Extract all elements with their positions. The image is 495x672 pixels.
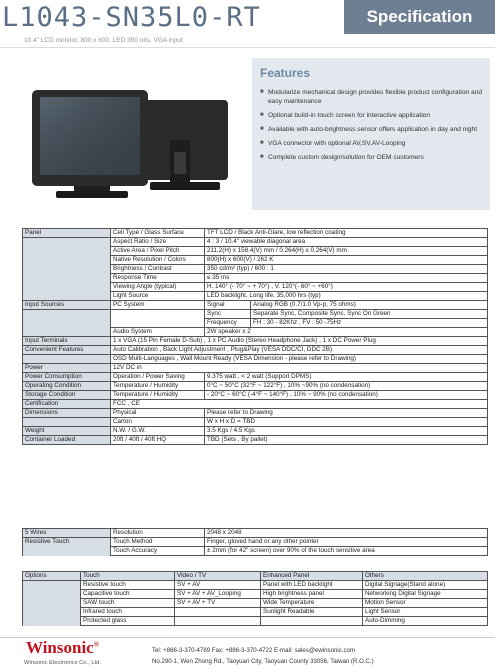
table-row: Light Source LED backlight, Long life, 35,000 hrs (typ) <box>23 292 488 301</box>
table-row: Convenient Features Auto Calibration , Back Light Adjustment , Plug&Play (VESA DDC/CI, DDC 2B) <box>23 346 488 355</box>
feature-item: ■ Optional build-in touch screen for interactive application <box>260 112 431 119</box>
model-title: L1043-SN35L0-RT <box>2 2 261 33</box>
table-row: Power 12V DC in <box>23 364 488 373</box>
table-row: Panel Cell Type / Glass Surface TFT LCD / Black Anti-Glare, low reflection coating <box>23 229 488 238</box>
table-row: Aspect Ratio / Size 4 : 3 / 10.4" viewable diagonal area <box>23 238 488 247</box>
table-row: Brightness / Contrast 350 cd/m² (typ) / 600 : 1 <box>23 265 488 274</box>
contact-line-phone: Tel: +886-3-370-4789 Fax: +886-3-370-4722 E-mail: sales@ewinsonic.com <box>152 647 355 654</box>
table-row: Resistive touch SV + AV Panel with LED backlight Digital Signage(Stand alone) <box>23 581 488 590</box>
table-row: Operating Condition Temperature / Humidity 0°C ~ 50°C (32°F ~ 122°F) , 10% ~90% (no condensation) <box>23 382 488 391</box>
table-row: Input Terminals 1 x VGA (15 Pin Female D-Sub) , 1 x PC Audio (Stereo Headphone Jack) , 1 x DC Power Plug <box>23 337 488 346</box>
bullet-icon: ■ <box>260 112 264 118</box>
table-row: SAW touch SV + AV + TV Wide Temperature Motion Sensor <box>23 599 488 608</box>
options-table <box>22 571 488 626</box>
bullet-icon: ■ <box>260 89 264 95</box>
contact-info <box>152 645 374 667</box>
spec-label: Specification <box>366 7 473 26</box>
table-row: Resistive Touch Touch Method Finger, gloved hand or any other pointer <box>23 538 488 547</box>
table-row: 5 Wires Resolution 2048 x 2048 <box>23 529 488 538</box>
bullet-icon: ■ <box>260 140 264 146</box>
feature-item: ■ Complete custom design/solution for OEM customers <box>260 154 424 161</box>
feature-item: ■ Modularize mechanical design provides flexible product configuration and easy maintenance <box>260 89 483 105</box>
table-row: Frequency FH : 30 - 82Khz , FV : 50 -75Hz <box>23 319 488 328</box>
table-row: Audio System 2W speaker x 2 <box>23 328 488 337</box>
subtitle: 10.4" LCD monitor, 800 x 600, LED 350 nits, VGA input <box>24 37 183 44</box>
monitor-image <box>22 70 244 210</box>
feature-item: ■ Available with auto-brightness sensor offers application in day and night <box>260 126 478 133</box>
table-row: Protected glass Auto-Dimming <box>23 617 488 626</box>
bullet-icon: ■ <box>260 126 264 132</box>
feature-item: ■ VGA connector with optional AV,SV,AV-Looping <box>260 140 406 147</box>
spec-header-box <box>344 0 495 34</box>
company-name: Winsonic Electronics Co., Ltd. <box>24 660 101 666</box>
contact-line-address: No.290-1, Wen Zhong Rd., Taoyuan City, Taoyuan County 33056, Taiwan (R.O.C.) <box>152 658 374 665</box>
features-list <box>260 88 486 167</box>
touch-table <box>22 528 488 556</box>
table-row: Viewing Angle (typical) H. 140° (- 70° ~ + 70°) , V. 120°(- 60° ~ +60°) <box>23 283 488 292</box>
table-row: Carton W x H x D = TBD <box>23 418 488 427</box>
table-row: Response Time ≤ 35 ms <box>23 274 488 283</box>
table-row: Sync Separate Sync, Composite Sync, Sync On Green <box>23 310 488 319</box>
table-row: Capacitive touch SV + AV + AV_Looping High brightness panel Networking Digital Signage <box>23 590 488 599</box>
bullet-icon: ■ <box>260 154 264 160</box>
brand-logo: Winsonic® <box>26 638 99 657</box>
table-row: Active Area / Pixel Pitch 211.2(H) x 158.4(V) mm / 0.264(H) x 0.264(V) mm <box>23 247 488 256</box>
features-panel <box>252 58 490 210</box>
header-divider <box>0 47 495 48</box>
table-row: Container Loaded 20ft / 40ft / 40ft HQ TBD (Sets , By pallet) <box>23 436 488 445</box>
product-photo <box>22 70 244 210</box>
table-row: Touch Accuracy ± 2mm (for 42" screen) over 90% of the touch sensitive area <box>23 547 488 556</box>
table-row: Certification FCC , CE <box>23 400 488 409</box>
table-row: Input Sources PC System Signal Analog RGB (0.7/1.0 Vp-p, 75 ohms) <box>23 301 488 310</box>
table-row: Options Touch Video / TV Enhanced Panel Others <box>23 572 488 581</box>
table-row: Native Resolution / Colors 800(H) x 600(V) / 262 K <box>23 256 488 265</box>
table-row: Dimensions Physical Please refer to Drawing <box>23 409 488 418</box>
spec-table <box>22 228 488 445</box>
table-row: OSD Multi-Languages , Wall Mount Ready (VESA Dimension - please refer to Drawing) <box>23 355 488 364</box>
table-row: Storage Condition Temperature / Humidity - 20°C ~ 60°C (-4°F ~ 140°F) , 10% ~ 90% (no condensation) <box>23 391 488 400</box>
table-row: Infrared touch Sunlight Readable Light Sensor <box>23 608 488 617</box>
table-row: Power Consumption Operation / Power Saving 9.375 watt , < 2 watt (Support DPMS) <box>23 373 488 382</box>
table-row: Weight N.W. / G.W. 3.5 Kgs / 4.5 Kgs <box>23 427 488 436</box>
features-title: Features <box>260 66 311 80</box>
